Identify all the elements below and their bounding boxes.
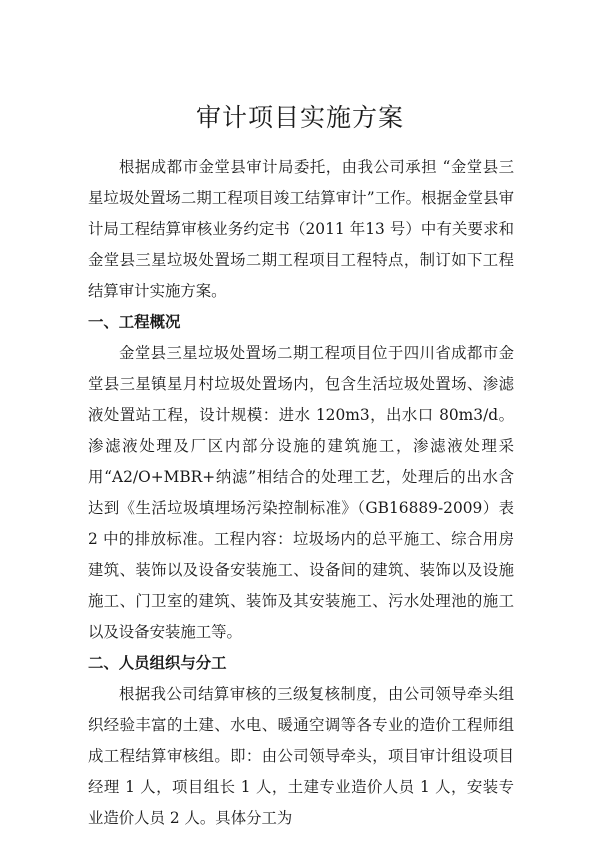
intro-paragraph: 根据成都市金堂县审计局委托，由我公司承担 “金堂县三星垃圾处置场二期工程项目竣工结算审计”工作。根据金堂县审计局工程结算审核业务约定书（2011 年13 号）中有关要求和金堂县三星垃圾处置场二期工程项目工程特点，制订如下工程结算审计实施方案。 xyxy=(88,158,514,300)
section-heading-overview: 一、工程概况 xyxy=(88,313,181,331)
document-title: 审计项目实施方案 xyxy=(195,103,404,132)
overview-paragraph: 金堂县三星垃圾处置场二期工程项目位于四川省成都市金堂县三星镇星月村垃圾处置场内，包含生活垃圾处置场、渗滤液处置站工程，设计规模：进水 120m3，出水口 80m3/d。渗滤液处理及厂区内部分设施的建筑施工，渗滤液处理采用“A2/O+MBR+纳滤”相结合的处理工艺，处理后的出水含达到《生活垃圾填埋场污染控制标准》（GB16889-2009）表2 中的排放标准。工程内容：垃圾场内的总平施工、综合用房建筑、装饰以及设备安装施工、设备间的建筑、装饰以及设施施工、门卫室的建筑、装饰及其安装施工、污水处理池的施工以及设备安装施工等。 xyxy=(88,344,514,641)
section-heading-staffing: 二、人员组织与分工 xyxy=(88,654,227,672)
staffing-paragraph: 根据我公司结算审核的三级复核制度，由公司领导牵头组织经验丰富的土建、水电、暖通空调等各专业的造价工程师组成工程结算审核组。即：由公司领导牵头，项目审计组设项目经理 1 人，项目组长 1 人，土建专业造价人员 1 人，安装专业造价人员 2 人。具体分工为 xyxy=(88,685,514,827)
document-body xyxy=(88,152,514,834)
